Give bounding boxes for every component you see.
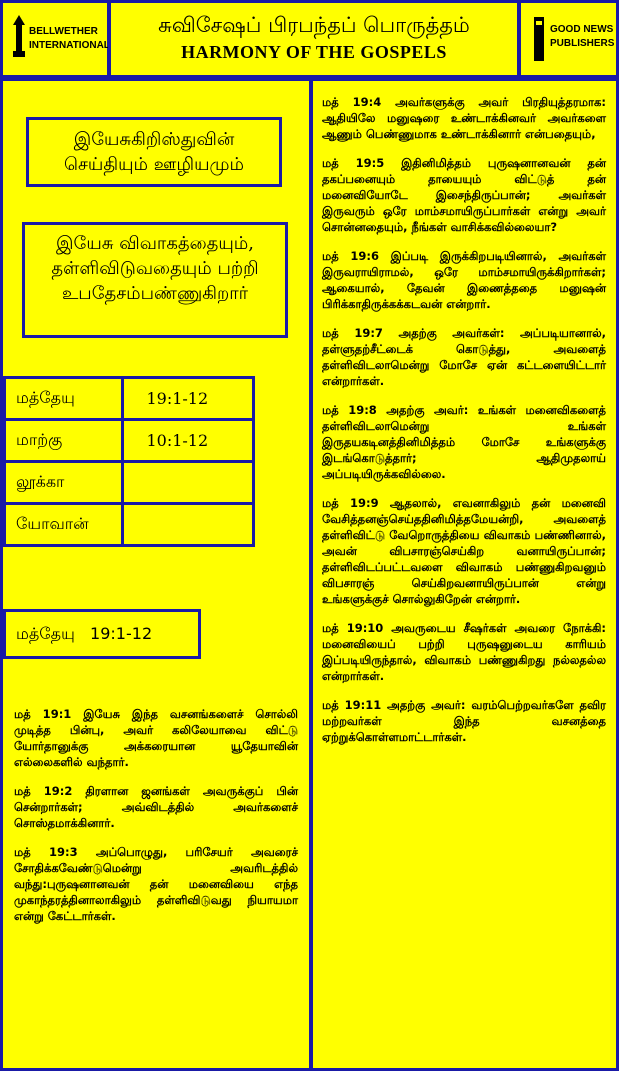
verse-text: மத் 19:11 அதற்கு அவர்: வரம்பெற்றவர்களே தவிர மற்றவர்கள் இந்த வசனத்தை ஏற்றுக்கொள்ளமாட்டார்கள். (322, 698, 606, 744)
verse-ref: 19:1-12 (123, 378, 254, 420)
verse-text: மத் 19:10 அவருடைய சீஷர்கள் அவரை நோக்கி: மனைவியைப் பற்றி புருஷனுடைய காரியம் இப்படியிருந்தால், விவாகம் பண்ணுகிறது நல்லதல்ல என்றார்கள். (322, 621, 606, 683)
book-icon (531, 17, 547, 61)
table-row (5, 462, 254, 504)
verse-text: மத் 19:3 அப்பொழுது, பரிசேயர் அவரைச் சோதிக்கவேண்டுமென்று அவரிடத்தில் வந்து:புருஷனானவன் தன் மனைவியை எந்த முகாந்தரத்தினாலாகிலும் தள்ளிவிடுவது நியாயமா என்று கேட்டார்கள். (14, 845, 298, 923)
gospel-reference-table (3, 376, 255, 547)
book-name: யோவான் (5, 504, 123, 546)
left-logo-line1: BELLWETHER (29, 26, 98, 37)
section-title: இயேசுகிறிஸ்துவின் செய்தியும் ஊழியமும் (26, 117, 282, 187)
table-row (5, 504, 254, 546)
table-row (5, 378, 254, 420)
table-row (5, 420, 254, 462)
current-reference: மத்தேயு 19:1-12 (3, 609, 201, 659)
book-name: மாற்கு (5, 420, 123, 462)
verse-ref: 10:1-12 (123, 420, 254, 462)
verse-text: மத் 19:7 அதற்கு அவர்கள்: அப்படியானால், தள்ளுதற்சீட்டைக் கொடுத்து, அவளைத் தள்ளிவிடலாமென்று மோசே ஏன் கட்டளையிட்டார் என்றார்கள். (322, 326, 606, 388)
book-name: லூக்கா (5, 462, 123, 504)
verse-text: மத் 19:1 இயேசு இந்த வசனங்களைச் சொல்லி முடித்த பின்பு, அவர் கலிலேயாவை விட்டு யோர்தானுக்கு அக்கரையான யூதேயாவின் எல்லைகளில் வந்தார். (14, 707, 298, 769)
right-passage (322, 94, 606, 758)
title-english: HARMONY OF THE GOSPELS (181, 42, 447, 62)
verse-ref (123, 504, 254, 546)
verse-text: மத் 19:9 ஆதலால், எவனாகிலும் தன் மனைவி வேசித்தனஞ்செய்ததினிமித்தமேயன்றி, அவளைத் தள்ளிவிட்டு வேறொருத்தியை விவாகம் பண்ணினால், அவன் விபசாரஞ்செய்கிற வனாயிருப்பான்; தள்ளிவிடப்பட்டவளை விவாகம் பண்ணுகிறவனும் விபசாரஞ் செய்கிறவனாயிருப்பான் என்று உங்களுக்குச் சொல்லுகிறேன் என்றார். (322, 496, 606, 606)
title-tamil: சுவிசேஷப் பிரபந்தப் பொருத்தம் (158, 13, 470, 37)
topic-title: இயேசு விவாகத்தையும், தள்ளிவிடுவதையும் பற்றி உபதேசம்பண்ணுகிறார் (22, 222, 288, 338)
verse-text: மத் 19:4 அவர்களுக்கு அவர் பிரதியுத்தரமாக: ஆதியிலே மனுஷரை உண்டாக்கினவர் அவர்களை ஆணும் பெண்ணுமாக உண்டாக்கினார் என்பதையும், (322, 95, 606, 141)
bellwether-icon (11, 15, 27, 59)
verse-text: மத் 19:2 திரளான ஜனங்கள் அவருக்குப் பின் சென்றார்கள்; அவ்விடத்தில் அவர்களைச் சொஸ்தமாக்கினார். (14, 784, 298, 830)
verse-text: மத் 19:5 இதினிமித்தம் புருஷனானவன் தன் தகப்பனையும் தாயையும் விட்டுத் தன் மனைவியோடே இசைந்திருப்பான்; அவர்கள் இருவரும் ஒரே மாம்சமாயிருப்பார்கள் என்று அவர் சொன்னதையும், நீங்கள் வாசிக்கவில்லையா? (322, 156, 606, 234)
verse-text: மத் 19:8 அதற்கு அவர்: உங்கள் மனைவிகளைத் தள்ளிவிடலாமென்று உங்கள் இருதயகடினத்தினிமித்தம் மோசே உங்களுக்கு இடங்கொடுத்தார்; ஆதிமுதலாய் அப்படியிருக்கவில்லை. (322, 403, 606, 481)
right-logo-line2: PUBLISHERS (550, 38, 615, 49)
good-news-logo (518, 0, 619, 78)
right-logo-line1: GOOD NEWS (550, 24, 614, 35)
left-passage (14, 706, 298, 937)
book-name: மத்தேயு (5, 378, 123, 420)
page-header (108, 0, 520, 78)
bellwether-logo (0, 0, 110, 78)
verse-ref (123, 462, 254, 504)
left-logo-line2: INTERNATIONAL (29, 40, 110, 51)
verse-text: மத் 19:6 இப்படி இருக்கிறபடியினால், அவர்கள் இருவராயிராமல், ஒரே மாம்சமாயிருக்கிறார்கள்; ஆகையால், தேவன் இணைத்ததை மனுஷன் பிரிக்காதிருக்கக்கடவன் என்றார். (322, 249, 606, 311)
